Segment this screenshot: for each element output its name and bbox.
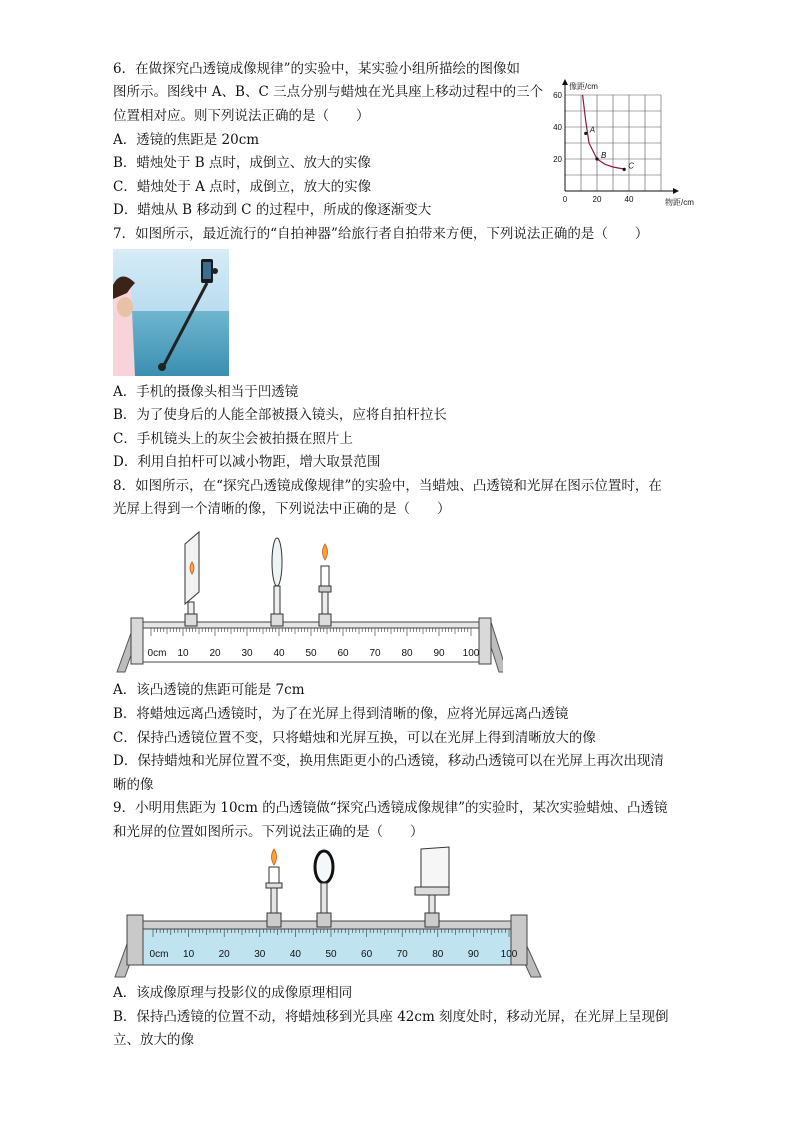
x-tick-label: 20 (592, 195, 602, 204)
ruler-label: 60 (361, 949, 373, 960)
q8-option-a: A．该凸透镜的焦距可能是 7cm (113, 682, 305, 698)
ruler-label: 10 (177, 648, 189, 659)
q9-light-screen (415, 847, 449, 927)
q8-convex-lens (271, 538, 283, 626)
x-axis-arrow (673, 188, 679, 194)
point-a (584, 132, 587, 135)
ruler-label: 20 (209, 648, 221, 659)
q6-chart (545, 76, 705, 208)
y-axis-arrow (562, 79, 568, 85)
x-tick-label: 40 (624, 195, 634, 204)
x-tick-label: 0 (562, 195, 568, 204)
q6-stem-line-2: 图所示。图线中 A、B、C 三点分别与蜡烛在光具座上移动过程中的三个 (113, 84, 544, 100)
point-label-a: A (589, 125, 596, 135)
ruler-label: 0cm (147, 648, 167, 659)
ruler-label: 40 (273, 648, 285, 659)
y-axis-label: 像距/cm (569, 82, 598, 91)
q7-stem: 7．如图所示，最近流行的“自拍神器”给旅行者自拍带来方便，下列说法正确的是（ ） (113, 226, 649, 242)
point-b (595, 157, 598, 160)
q8-option-d: D．保持蜡烛和光屏位置不变，换用焦距更小的凸透镜，移动凸透镜可以在光屏上再次出现清 (113, 753, 664, 769)
ruler-label: 80 (432, 949, 444, 960)
q7-option-b: B．为了使身后的人能全部被摄入镜头，应将自拍杆拉长 (113, 407, 447, 423)
ruler-label: 30 (241, 648, 253, 659)
ruler-label: 70 (369, 648, 381, 659)
ruler-label: 50 (325, 949, 337, 960)
q9-candle (266, 849, 282, 927)
point-c (623, 168, 626, 171)
q6-option-a: A．透镜的焦距是 20cm (113, 132, 260, 148)
q9-option-b: B．保持凸透镜的位置不动，将蜡烛移到光具座 42cm 刻度处时，移动光屏，在光屏上呈现倒 (113, 1009, 669, 1025)
q8-stem-line-2: 光屏上得到一个清晰的像，下列说法中正确的是（ ） (113, 501, 451, 517)
q8-candle (319, 544, 331, 626)
q7-option-c: C．手机镜头上的灰尘会被拍摄在照片上 (113, 431, 353, 447)
point-label-c: C (628, 161, 634, 171)
q7-option-d: D．利用自拍杆可以减小物距，增大取景范围 (113, 454, 381, 470)
q9-convex-lens (315, 851, 333, 927)
q8-option-c: C．保持凸透镜位置不变，只将蜡烛和光屏互换，可以在光屏上得到清晰放大的像 (113, 730, 596, 746)
ruler-label: 60 (337, 648, 349, 659)
q6-stem-line-1: 6．在做探究凸透镜成像规律”的实验中，某实验小组所描绘的图像如 (113, 61, 520, 77)
q8-light-screen (185, 532, 199, 626)
x-axis-label: 物距/cm (665, 198, 694, 207)
q6-option-c: C．蜡烛处于 A 点时，成倒立，放大的实像 (113, 179, 372, 195)
q9-option-a: A．该成像原理与投影仪的成像原理相同 (113, 985, 353, 1001)
q8-optical-bench (113, 522, 503, 677)
q9-option-b-cont: 立、放大的像 (113, 1032, 194, 1048)
ruler-label: 40 (289, 949, 301, 960)
point-label-b: B (601, 151, 607, 160)
ruler-label: 80 (401, 648, 413, 659)
ruler-label: 30 (254, 949, 266, 960)
ruler-label: 10 (183, 949, 195, 960)
q7-option-a: A．手机的摄像头相当于凹透镜 (113, 384, 299, 400)
q8-option-b: B．将蜡烛远离凸透镜时，为了在光屏上得到清晰的像，应将光屏远离凸透镜 (113, 706, 569, 722)
y-tick-label: 60 (553, 91, 562, 100)
ruler-label: 100 (500, 949, 518, 960)
q8-stem-line-1: 8．如图所示，在“探究凸透镜成像规律”的实验中，当蜡烛、凸透镜和光屏在图示位置时，在 (113, 478, 662, 494)
ruler-label: 90 (467, 949, 479, 960)
ruler-label: 90 (433, 648, 445, 659)
ruler-label: 20 (218, 949, 230, 960)
q9-stem-line-2: 和光屏的位置如图所示。下列说法正确的是（ ） (113, 824, 424, 840)
q9-stem-line-1: 9．小明用焦距为 10cm 的凸透镜做“探究凸透镜成像规律”的实验时，某次实验蜡烛、凸透镜 (113, 800, 668, 816)
y-tick-label: 40 (553, 123, 562, 132)
q6-option-d: D．蜡烛从 B 移动到 C 的过程中，所成的像逐渐变大 (113, 202, 432, 218)
y-tick-label: 20 (553, 155, 562, 164)
ruler-label: 100 (462, 648, 480, 659)
q6-option-b: B．蜡烛处于 B 点时，成倒立、放大的实像 (113, 155, 371, 171)
q6-stem-line-3: 位置相对应。则下列说法正确的是（ ） (113, 108, 370, 124)
q9-optical-bench (113, 845, 543, 980)
q8-option-d-cont: 晰的像 (113, 777, 154, 793)
selfie-stick-photo (113, 249, 229, 376)
ruler-label: 0cm (149, 949, 169, 960)
ruler-label: 50 (305, 648, 317, 659)
ruler-label: 70 (396, 949, 408, 960)
